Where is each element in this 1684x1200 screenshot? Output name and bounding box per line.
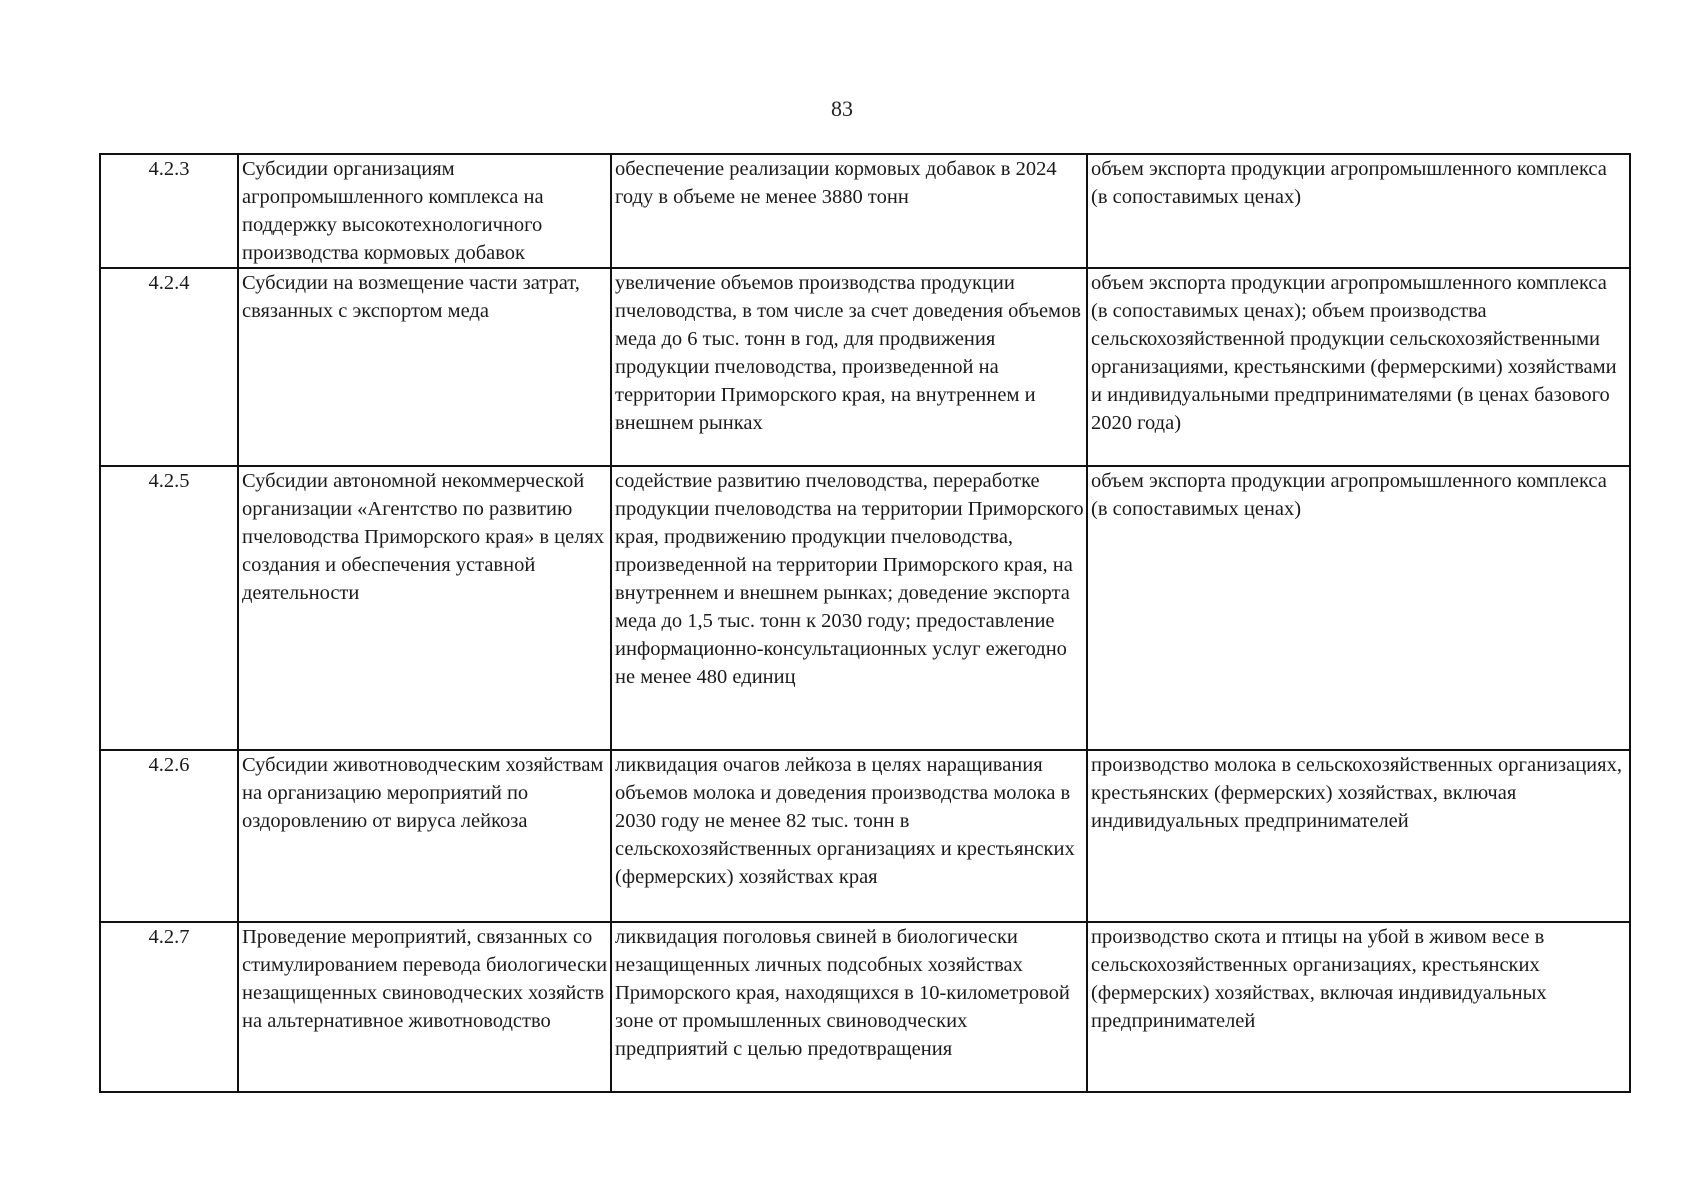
result-cell: ликвидация очагов лейкоза в целях наращивания объемов молока и доведения производства молока в 2030 году не менее 82 тыс. тонн в сельскохозяйственных организациях и крестьянских (фермерских) хозяйствах края	[611, 750, 1087, 922]
table-row	[100, 154, 1630, 268]
indicator-cell: объем экспорта продукции агропромышленного комплекса (в сопоставимых ценах); объем производства сельскохозяйственной продукции сельскохозяйственными организациями, крестьянскими (фермерскими) хозяйствами и индивидуальными предпринимателями (в ценах базового 2020 года)	[1087, 268, 1630, 466]
table-row	[100, 922, 1630, 1092]
measure-cell: Проведение мероприятий, связанных со стимулированием перевода биологически незащищенных свиноводческих хозяйств на альтернативное животноводство	[238, 922, 611, 1092]
result-cell: обеспечение реализации кормовых добавок в 2024 году в объеме не менее 3880 тонн	[611, 154, 1087, 268]
indicator-cell: объем экспорта продукции агропромышленного комплекса (в сопоставимых ценах)	[1087, 466, 1630, 750]
result-cell: содействие развитию пчеловодства, переработке продукции пчеловодства на территории Приморского края, продвижению продукции пчеловодства, произведенной на территории Приморского края, на внутреннем и внешнем рынках; доведение экспорта меда до 1,5 тыс. тонн к 2030 году; предоставление информационно-консультационных услуг ежегодно не менее 480 единиц	[611, 466, 1087, 750]
row-number: 4.2.4	[100, 268, 238, 466]
indicator-cell: объем экспорта продукции агропромышленного комплекса (в сопоставимых ценах)	[1087, 154, 1630, 268]
indicator-cell: производство скота и птицы на убой в живом весе в сельскохозяйственных организациях, крестьянских (фермерских) хозяйствах, включая индивидуальных предпринимателей	[1087, 922, 1630, 1092]
indicator-cell: производство молока в сельскохозяйственных организациях, крестьянских (фермерских) хозяйствах, включая индивидуальных предпринимателей	[1087, 750, 1630, 922]
measure-cell: Субсидии на возмещение части затрат, связанных с экспортом меда	[238, 268, 611, 466]
measure-cell: Субсидии организациям агропромышленного комплекса на поддержку высокотехнологичного производства кормовых добавок	[238, 154, 611, 268]
row-number: 4.2.6	[100, 750, 238, 922]
measures-table	[99, 153, 1631, 1093]
table-row	[100, 466, 1630, 750]
table-row	[100, 750, 1630, 922]
page-number: 83	[831, 96, 853, 121]
measure-cell: Субсидии автономной некоммерческой организации «Агентство по развитию пчеловодства Приморского края» в целях создания и обеспечения уставной деятельности	[238, 466, 611, 750]
row-number: 4.2.7	[100, 922, 238, 1092]
measure-cell: Субсидии животноводческим хозяйствам на организацию мероприятий по оздоровлению от вируса лейкоза	[238, 750, 611, 922]
row-number: 4.2.5	[100, 466, 238, 750]
table-row	[100, 268, 1630, 466]
result-cell: увеличение объемов производства продукции пчеловодства, в том числе за счет доведения объемов меда до 6 тыс. тонн в год, для продвижения продукции пчеловодства, произведенной на территории Приморского края, на внутреннем и внешнем рынках	[611, 268, 1087, 466]
row-number: 4.2.3	[100, 154, 238, 268]
result-cell: ликвидация поголовья свиней в биологически незащищенных личных подсобных хозяйствах Приморского края, находящихся в 10-километровой зоне от промышленных свиноводческих предприятий с целью предотвращения	[611, 922, 1087, 1092]
